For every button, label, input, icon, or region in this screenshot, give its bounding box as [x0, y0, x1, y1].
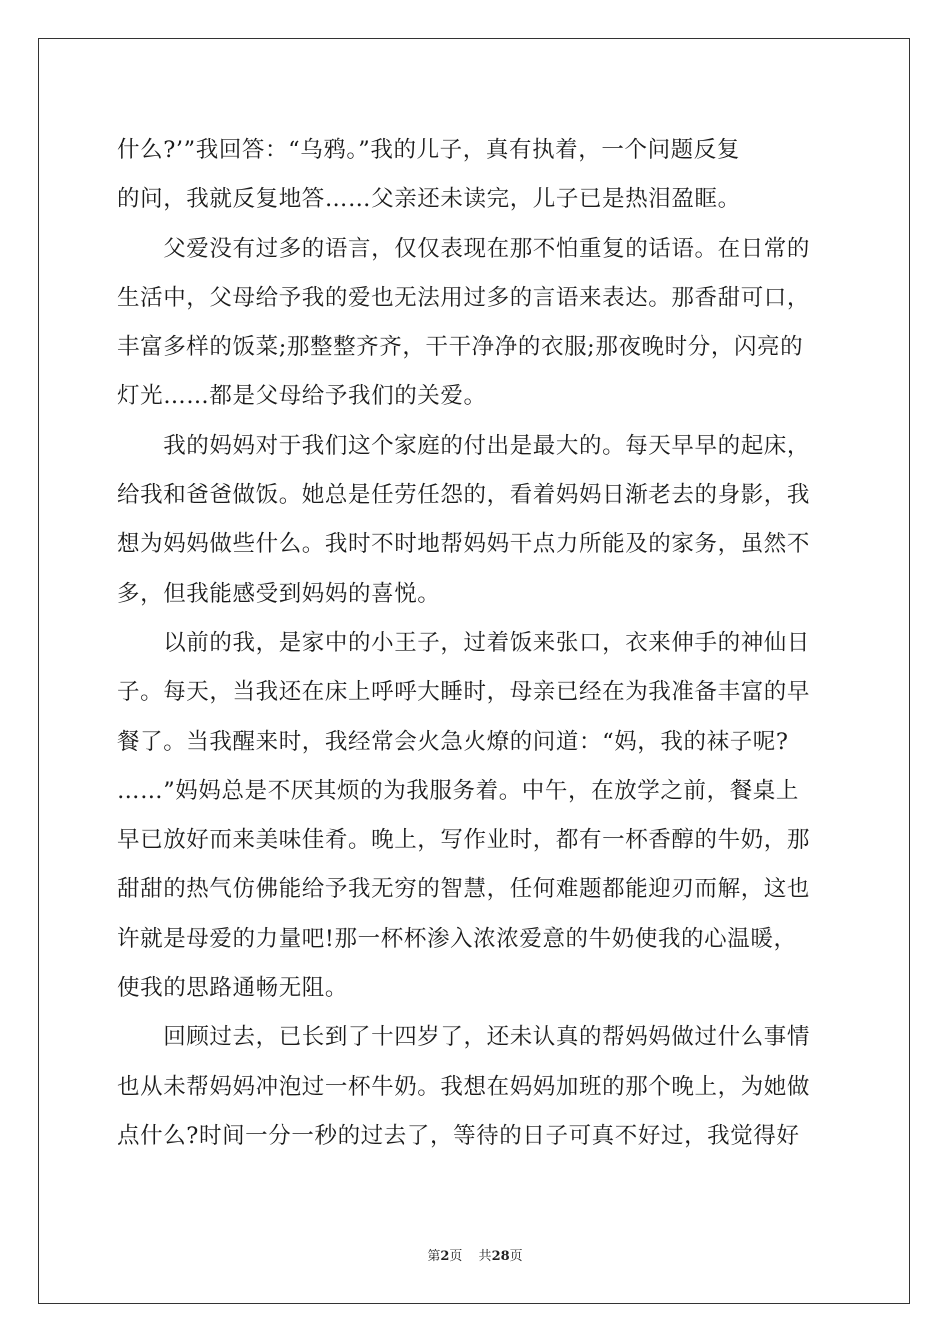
- text-line: 子。每天，当我还在床上呼呼大睡时，母亲已经在为我准备丰富的早: [117, 679, 811, 706]
- text-line: 餐了。当我醒来时，我经常会火急火燎的问道：“妈，我的袜子呢?: [117, 728, 789, 755]
- text-line: 父爱没有过多的语言，仅仅表现在那不怕重复的话语。在日常的: [117, 235, 811, 262]
- page-number: 第2页: [427, 1249, 463, 1264]
- text-line: 灯光……都是父母给予我们的关爱。: [117, 383, 487, 410]
- text-line: 给我和爸爸做饭。她总是任劳任怨的，看着妈妈日渐老去的身影，我: [117, 482, 811, 509]
- text-line: 使我的思路通畅无阻。: [117, 975, 349, 1002]
- text-line: 回顾过去，已长到了十四岁了，还未认真的帮妈妈做过什么事情: [117, 1024, 811, 1051]
- text-line: 也从未帮妈妈冲泡过一杯牛奶。我想在妈妈加班的那个晚上，为她做: [117, 1073, 811, 1100]
- text-line: 什么?’”我回答：“乌鸦。”我的儿子，真有执着，一个问题反复: [117, 137, 740, 163]
- text-line: 的问，我就反复地答……父亲还未读完，儿子已是热泪盈眶。: [117, 186, 741, 213]
- text-line: 生活中，父母给予我的爱也无法用过多的言语来表达。那香甜可口，: [117, 284, 811, 311]
- text-line: 多，但我能感受到妈妈的喜悦。: [117, 580, 441, 607]
- text-line: 想为妈妈做些什么。我时不时地帮妈妈干点力所能及的家务，虽然不: [117, 531, 811, 558]
- page-footer: [0, 1245, 950, 1264]
- page-total: 共28页: [478, 1249, 523, 1264]
- text-line: 甜甜的热气仿佛能给予我无穷的智慧，任何难题都能迎刃而解，这也: [117, 876, 811, 903]
- text-line: ……”妈妈总是不厌其烦的为我服务着。中午，在放学之前，餐桌上: [117, 777, 800, 804]
- text-line: 点什么?时间一分一秒的过去了，等待的日子可真不好过，我觉得好: [117, 1122, 800, 1149]
- document-body: [117, 126, 837, 1161]
- text-line: 丰富多样的饭菜;那整整齐齐，干干净净的衣服;那夜晚时分，闪亮的: [117, 334, 804, 361]
- text-line: 早已放好而来美味佳肴。晚上，写作业时，都有一杯香醇的牛奶，那: [117, 827, 811, 854]
- text-line: 以前的我，是家中的小王子，过着饭来张口，衣来伸手的神仙日: [117, 629, 811, 656]
- text-line: 我的妈妈对于我们这个家庭的付出是最大的。每天早早的起床，: [117, 432, 811, 459]
- text-line: 许就是母爱的力量吧!那一杯杯渗入浓浓爱意的牛奶使我的心温暖，: [117, 925, 797, 952]
